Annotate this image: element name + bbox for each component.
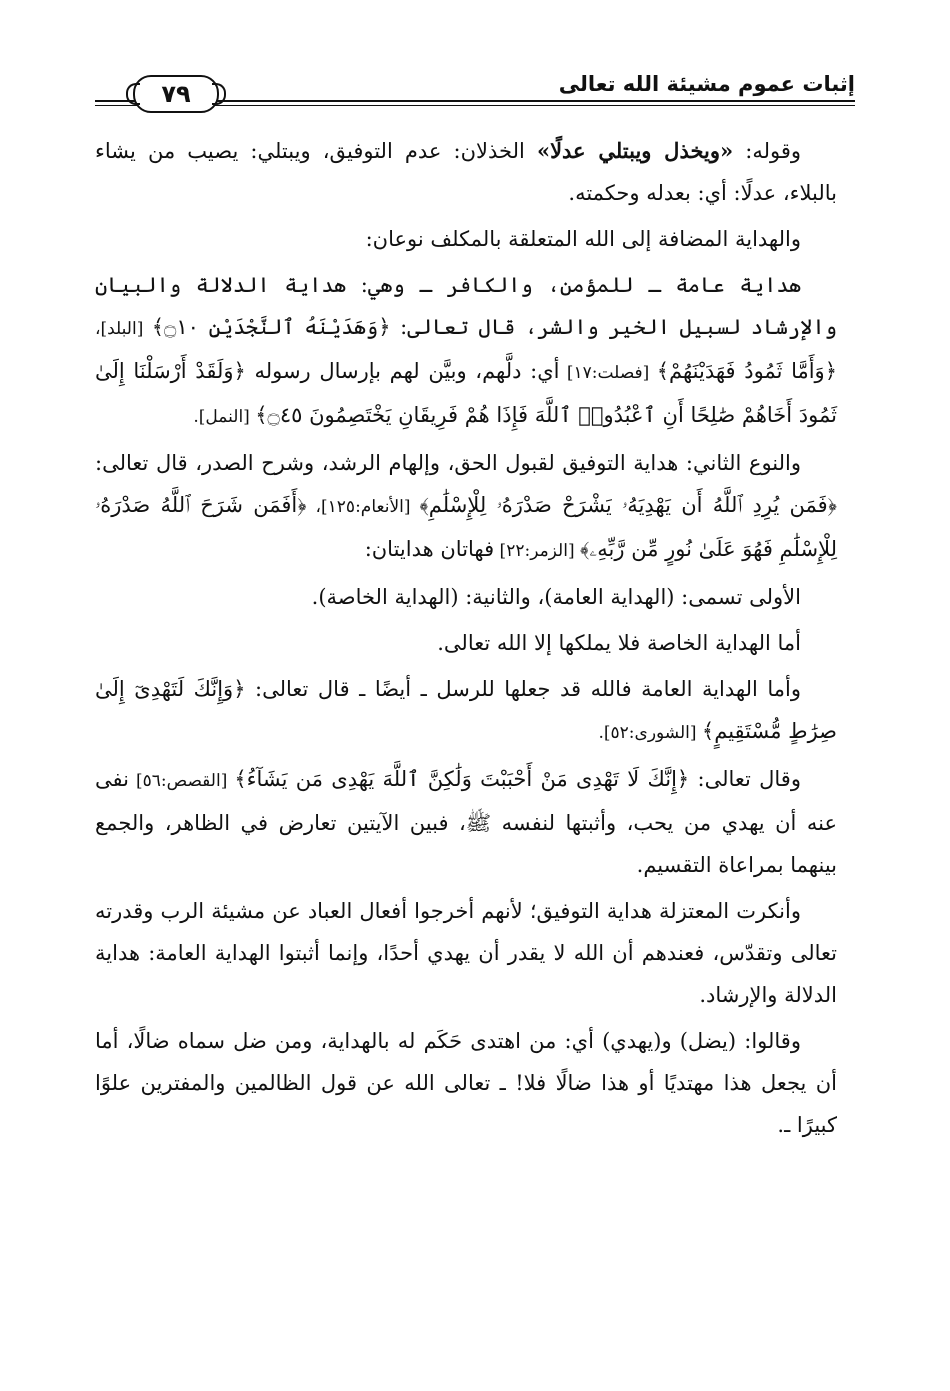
text: والنوع الثاني: هداية التوفيق لقبول الحق، وإلهام الرشد، وشرح الصدر، قال تعالى:	[95, 451, 801, 475]
quran-verse: ﴿وَلَقَدْ أَرْسَلْنَا إِلَىٰ ثَمُودَ أَخَاهُمْ صَٰلِحًا أَنِ ٱعْبُدُوا۟ ٱللَّهَ فَإِذَا هُمْ فَرِيقَانِ يَخْتَصِمُونَ ۝٤٥﴾	[95, 359, 837, 427]
verse-reference: [القصص:٥٦]	[128, 771, 235, 791]
quran-verse: ﴿وَهَدَيْنَهُ ٱلنَّجْدَيْنِ ۝١٠﴾	[151, 315, 391, 339]
text: هداية عامة ـ للمؤمن، والكافر ـ وهي: هداية الدلالة والبيان والإرشاد لسبيل الخير والشر، قال تعالى:	[95, 273, 837, 339]
text: نفى عنه أن يهدي من يحب، وأثبتها لنفسه ﷺ، فبين الآيتين تعارض في الظاهر، والجمع بينهما بمراعاة التقسيم.	[95, 767, 837, 877]
verse-reference: [الأنعام:١٢٥]،	[306, 497, 420, 517]
page-header	[95, 62, 855, 122]
paragraph-6: أما الهداية الخاصة فلا يملكها إلا الله تعالى.	[437, 631, 801, 655]
text: فهاتان هدايتان:	[364, 537, 495, 561]
paragraph-1	[95, 130, 837, 214]
running-title: إثبات عموم مشيئة الله تعالى	[558, 72, 855, 96]
verse-reference: [النمل].	[193, 407, 256, 427]
quran-verse: ﴿وَإِنَّكَ لَتَهْدِىٓ إِلَىٰ صِرَٰطٍ مُّسْتَقِيمٍ﴾	[95, 677, 837, 743]
verse-reference: [البلد]،	[95, 319, 152, 339]
paragraph-10: وقالوا: (يضل) و(يهدي) أي: من اهتدى حَكَم له بالهداية، ومن ضل سماه ضالًا، أما أن يجعل هذا مهتديًا أو هذا ضالًا فلا! ـ تعالى الله عن قول الظالمين والمفترين علوًا كبيرًا ـ.	[95, 1029, 837, 1137]
paragraph-5: الأولى تسمى: (الهداية العامة)، والثانية: (الهداية الخاصة).	[311, 585, 801, 609]
quran-verse: ﴿وَأَمَّا ثَمُودُ فَهَدَيْنَهُمْ﴾	[656, 359, 838, 383]
verse-reference: [فصلت:١٧]	[559, 363, 657, 383]
paragraph-4	[95, 442, 837, 572]
page-number: ٧٩	[161, 80, 191, 108]
body-text	[95, 130, 837, 1150]
text: وقوله:	[733, 139, 802, 163]
paragraph-9: وأنكرت المعتزلة هداية التوفيق؛ لأنهم أخرجوا أفعال العباد عن مشيئة الرب وقدرته تعالى وتقدّس، فعندهم أن الله لا يقدر أن يهدي أحدًا، وإنما أثبتوا الهداية العامة: هداية الدلالة والإرشاد.	[95, 899, 837, 1007]
quran-verse: ﴿إِنَّكَ لَا تَهْدِى مَنْ أَحْبَبْتَ وَلَٰكِنَّ ٱللَّهَ يَهْدِى مَن يَشَآءُ﴾	[234, 767, 690, 791]
text: وقال تعالى:	[689, 767, 801, 791]
text: الخذلان: عدم التوفيق، ويبتلي: يصيب من يشاء بالبلاء، عدلًا: أي: بعدله وحكمته.	[95, 139, 837, 205]
page-number-frame	[133, 75, 219, 113]
paragraph-8	[95, 758, 837, 886]
paragraph-7	[95, 668, 837, 754]
quran-verse: ﴿أَفَمَن شَرَحَ ٱللَّهُ صَدْرَهُۥ لِلْإِسْلَٰمِ فَهُوَ عَلَىٰ نُورٍ مِّن رَّبِّهِۦ﴾	[95, 493, 837, 561]
text: أي: دلَّهم، وبيَّن لهم بإرسال رسوله	[245, 359, 560, 383]
verse-reference: [الزمر:٢٢]	[494, 541, 581, 561]
paragraph-2: والهداية المضافة إلى الله المتعلقة بالمكلف نوعان:	[365, 227, 801, 251]
quran-verse: ﴿فَمَن يُرِدِ ٱللَّهُ أَن يَهْدِيَهُۥ يَشْرَحْ صَدْرَهُۥ لِلْإِسْلَٰمِ﴾	[419, 493, 837, 517]
verse-reference: [الشورى:٥٢].	[598, 723, 702, 743]
quoted-phrase: «ويخذل ويبتلي عدلًا»	[536, 138, 734, 163]
text: وأما الهداية العامة فالله قد جعلها للرسل ـ أيضًا ـ قال تعالى:	[245, 677, 801, 701]
paragraph-3	[95, 264, 837, 438]
